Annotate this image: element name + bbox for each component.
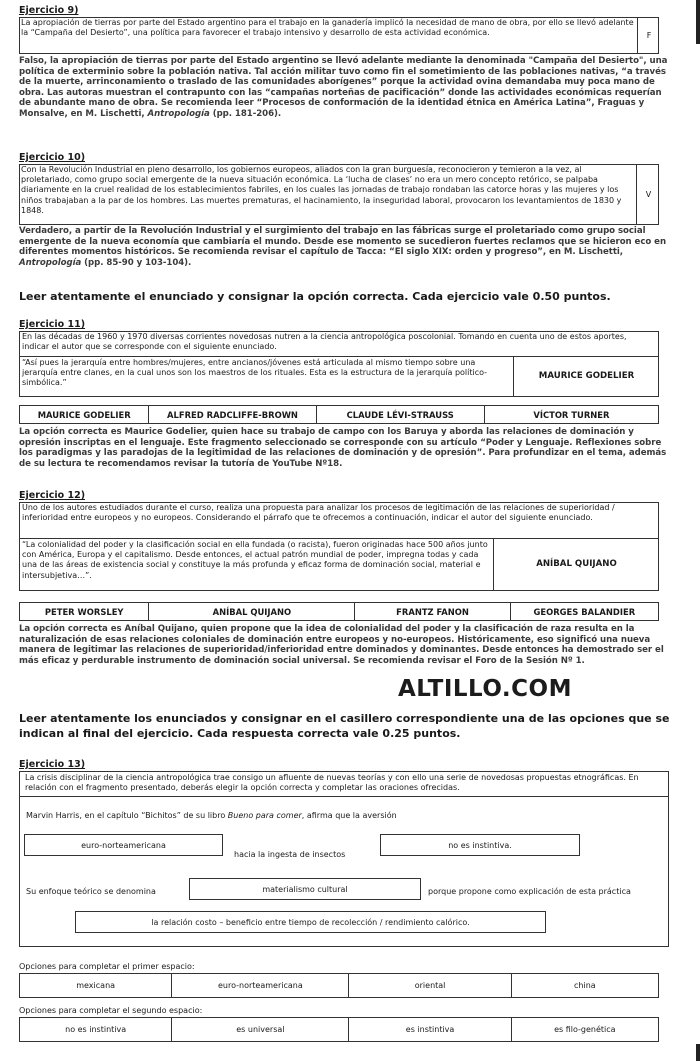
exercise-12-answer: ANÍBAL QUIJANO bbox=[493, 538, 659, 590]
exercise-11-explanation: La opción correcta es Maurice Godelier, quien hace su trabajo de campo con los Baruya y aborda las relaciones de dominación y opresión inscriptas en el lenguaje. Este fragmento seleccionado se corresponde con su artículo “Poder y Lenguaje. Reflexiones sobre los paradigmas y las paradojas de la legitimidad de las relaciones de dominación y de opresión”. Para profundizar en el tema, además de su lectura te recomendamos revisar la tutoría de YouTube Nº18. bbox=[19, 427, 667, 469]
exercise-12-option-2[interactable]: ANÍBAL QUIJANO bbox=[149, 603, 355, 620]
exercise-12-explanation: La opción correcta es Aníbal Quijano, quien propone que la idea de colonialidad del poder y la clasificación de raza resulta en la naturalización de esas relaciones coloniales de dominación entre europeos y no-europeos. Históricamente, eso significó una nueva manera de legitimar las relaciones de superioridad/inferioridad entre dominados y dominantes. Desde entonces ha demostrado ser el más eficaz y perdurable instrumento de dominación social universal. Se recomienda revisar el Foro de la Sesión Nº 1. bbox=[19, 624, 664, 666]
exercise-12-box bbox=[19, 502, 659, 591]
options-2-item[interactable]: es instintiva bbox=[349, 1018, 511, 1041]
exercise-13-divider bbox=[20, 796, 668, 797]
exercise-13-title: Ejercicio 13) bbox=[19, 759, 86, 770]
blank-3-field[interactable]: materialismo cultural bbox=[189, 878, 421, 900]
blank-2-field[interactable]: no es instintiva. bbox=[380, 834, 580, 856]
exercise-11-option-4[interactable]: VÍCTOR TURNER bbox=[533, 409, 610, 420]
exercise-10-statement: Con la Revolución Industrial en pleno desarrollo, los gobiernos europeos, aliados con la gran burguesía, reconocieron y temieron a la vez, al proletariado, como grupo social emergente de la nueva situación económica. La ‘lucha de clases’ no era un mero concepto retórico, se palpaba diariamente en la cruel realidad de los establecimientos fabriles, en los cuales las jornadas de trabajo rondaban las catorce horas y las mujeres y los niños trabajaban a la par de los hombres. Las muertes prematuras, el hacinamiento, la inseguridad laboral, provocaron los levantamientos de 1830 y 1848. bbox=[21, 165, 622, 215]
right-edge-bar bbox=[696, 1044, 700, 1061]
exercise-10-box bbox=[19, 164, 659, 225]
exercise-12-option-4[interactable]: GEORGES BALANDIER bbox=[533, 606, 636, 617]
exercise-10-explanation-pages: (pp. 85-90 y 103-104). bbox=[81, 257, 192, 268]
options-2-item[interactable]: es universal bbox=[172, 1018, 349, 1041]
exercise-10-answer: V bbox=[636, 165, 660, 224]
options-1-item[interactable]: oriental bbox=[349, 974, 511, 997]
exercise-11-options bbox=[19, 405, 659, 424]
exercise-12-option-1[interactable]: PETER WORSLEY bbox=[20, 603, 149, 620]
options-1-item[interactable]: china bbox=[574, 981, 596, 990]
exercise-11-option-3[interactable]: CLAUDE LÉVI-STRAUSS bbox=[317, 406, 485, 423]
exercise-13-middle-text: hacia la ingesta de insectos bbox=[234, 850, 346, 859]
exercise-12-option-3[interactable]: FRANTZ FANON bbox=[355, 603, 510, 620]
options-1-item[interactable]: mexicana bbox=[20, 974, 172, 997]
exercise-13-sentence-1 bbox=[26, 811, 397, 820]
exercise-12-title: Ejercicio 12) bbox=[19, 490, 86, 501]
exercise-9-explanation bbox=[19, 56, 675, 120]
exercise-11-box bbox=[19, 331, 659, 397]
exercise-9-title: Ejercicio 9) bbox=[19, 5, 79, 16]
exercise-9-explanation-text: Falso, la apropiación de tierras por parte del Estado argentino se llevó adelante mediante la denominada "Campaña del Desierto", una política de exterminio sobre la población nativa. Tal acción militar tuvo como fin el sometimiento de las poblaciones nativas, “a través de la muerte, arrinconamiento o traslado de las comunidades aborígenes” porque la actividad ovina demandaba muy poca mano de obra. Las autoras muestran el contrapunto con las “campañas norteñas de pacificación” donde las actividades económicas requerían de abundante mano de obra. Se recomienda leer “Procesos de conformación de la identidad étnica en América Latina”, Fraguas y Monsalve, en M. Lischetti, bbox=[19, 56, 668, 119]
options-1-label: Opciones para completar el primer espacio: bbox=[19, 962, 195, 971]
exercise-11-option-1[interactable]: MAURICE GODELIER bbox=[20, 406, 149, 423]
exercise-11-title: Ejercicio 11) bbox=[19, 319, 86, 330]
exercise-10-explanation bbox=[19, 226, 675, 268]
exercise-13-because-text: porque propone como explicación de esta práctica bbox=[428, 887, 631, 896]
exercise-11-quote: “Así pues la jerarquía entre hombres/mujeres, entre ancianos/jóvenes está articulada al mismo tiempo sobre una jerarquía entre clanes, en la cual unos son los maestros de los rituales. Esta es la estructura de la jerarquía político-simbólica.” bbox=[22, 358, 488, 388]
exercise-10-title: Ejercicio 10) bbox=[19, 152, 86, 163]
options-2-label: Opciones para completar el segundo espacio: bbox=[19, 1006, 203, 1015]
exercise-13-focus-text: Su enfoque teórico se denomina bbox=[26, 887, 156, 896]
exercise-12-statement: Uno de los autores estudiados durante el curso, realiza una propuesta para analizar los procesos de legitimación de las relaciones de superioridad / inferioridad entre europeos y no europeos. Considerando el párrafo que te ofrecemos a continuación, indicar el autor del siguiente enunciado. bbox=[22, 503, 615, 523]
exercise-13-statement: La crisis disciplinar de la ciencia antropológica trae consigo un afluente de nuevas teorías y con ello una serie de novedosas propuestas etnográficas. En relación con el fragmento presentado, deberás elegir la opción correcta y completar las oraciones ofrecidas. bbox=[25, 773, 639, 793]
section-heading-fill-in: Leer atentamente los enunciados y consignar en el casillero correspondiente una de las opciones que se indican al final del ejercicio. Cada respuesta correcta vale 0.25 puntos. bbox=[19, 712, 670, 740]
exercise-11-answer: MAURICE GODELIER bbox=[513, 356, 659, 396]
right-edge-bar bbox=[696, 0, 700, 44]
options-2-row bbox=[19, 1017, 659, 1042]
exercise-13-sentence-1-end: , afirma que la aversión bbox=[301, 811, 397, 820]
blank-4-field[interactable]: la relación costo – beneficio entre tiempo de recolección / rendimiento calórico. bbox=[75, 911, 546, 933]
exercise-12-options bbox=[19, 602, 659, 621]
exercise-9-statement: La apropiación de tierras por parte del Estado argentino para el trabajo en la ganadería implicó la necesidad de mano de obra, por ello se llevó adelante la “Campaña del Desierto”, una política para favorecer el trabajo intensivo y desarrollo de esta actividad económica. bbox=[21, 18, 634, 38]
options-2-item[interactable]: es filo-genética bbox=[554, 1025, 616, 1034]
exercise-13-sentence-1-text: Marvin Harris, en el capítulo “Bichitos” de su libro bbox=[26, 811, 228, 820]
exercise-10-explanation-text: Verdadero, a partir de la Revolución Industrial y el surgimiento del trabajo en las fábricas surge el proletariado como grupo social emergente de la nueva economía que cambiaría el mundo. Desde ese momento se sucedieron fuertes reclamos que se hicieron eco en diferentes momentos históricos. Se recomienda revisar el capítulo de Tacca: “El siglo XIX: orden y progreso”, en M. Lischetti, bbox=[19, 226, 667, 258]
options-1-item[interactable]: euro-norteamericana bbox=[172, 974, 349, 997]
exercise-13-book-title: Bueno para comer bbox=[227, 811, 302, 820]
exercise-12-quote: “La colonialidad del poder y la clasificación social en ella fundada (o racista), fueron originadas hace 500 años junto con América, Europa y el capitalismo. Desde entonces, el actual patrón mundial de poder, impregna todas y cada una de las áreas de existencia social y constituye la más profunda y eficaz forma de dominación social, material e intersubjetiva…”. bbox=[22, 540, 488, 580]
section-heading-single-choice: Leer atentamente el enunciado y consignar la opción correcta. Cada ejercicio vale 0.50 puntos. bbox=[19, 290, 611, 303]
options-2-item[interactable]: no es instintiva bbox=[20, 1018, 172, 1041]
exercise-9-explanation-pages: (pp. 181-206). bbox=[209, 108, 282, 119]
site-watermark: ALTILLO.COM bbox=[398, 676, 572, 702]
exercise-13-box bbox=[19, 771, 669, 947]
exercise-11-option-2[interactable]: ALFRED RADCLIFFE-BROWN bbox=[149, 406, 316, 423]
blank-1-field[interactable]: euro-norteamericana bbox=[24, 834, 223, 856]
exercise-9-box bbox=[19, 17, 659, 54]
exercise-11-statement: En las décadas de 1960 y 1970 diversas corrientes novedosas nutren a la ciencia antropológica poscolonial. Tomando en cuenta uno de estos aportes, indicar el autor que se corresponde con el siguiente enunciado. bbox=[22, 332, 627, 352]
options-1-row bbox=[19, 973, 659, 998]
exercise-9-answer: F bbox=[637, 18, 660, 53]
exercise-9-book-title: Antropología bbox=[147, 108, 210, 119]
exercise-10-book-title: Antropología bbox=[19, 257, 82, 268]
